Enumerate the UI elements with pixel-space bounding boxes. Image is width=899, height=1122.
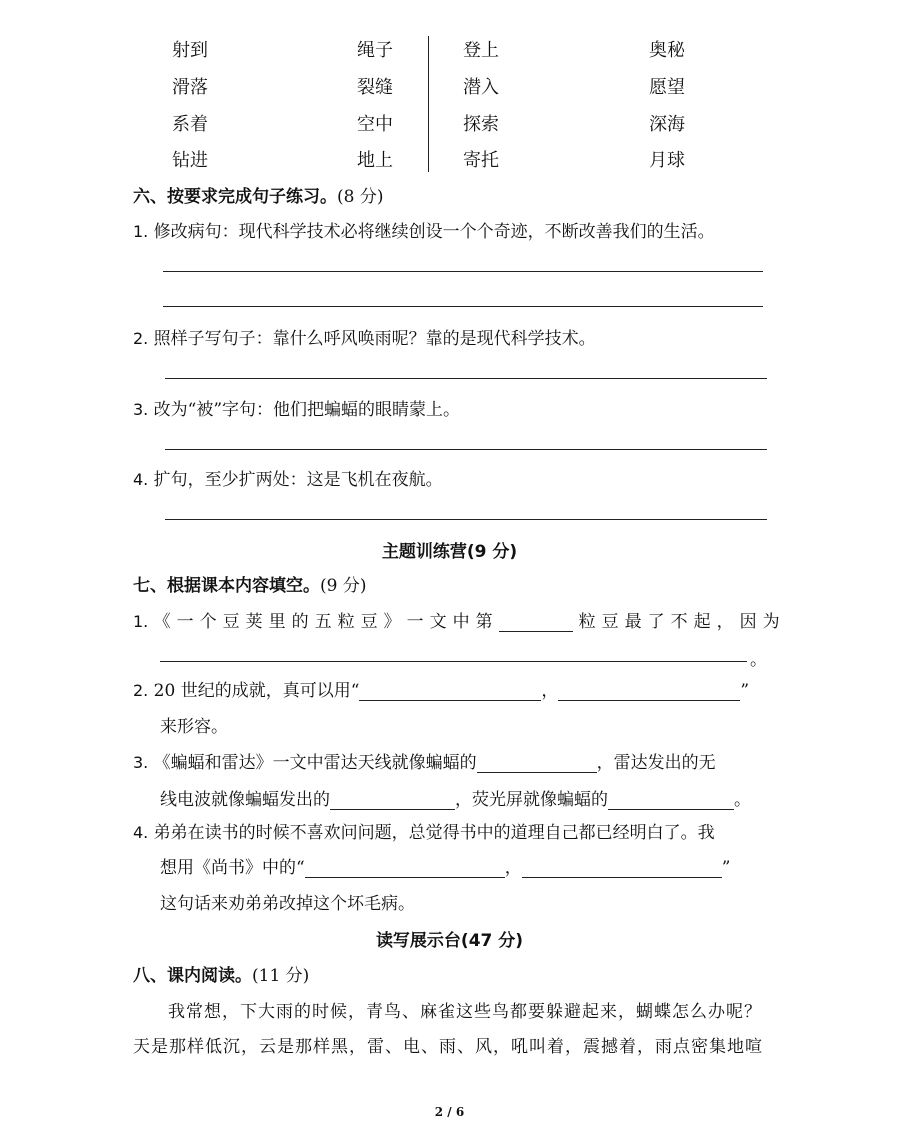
s7-q4-quote-end: ” bbox=[721, 858, 731, 878]
s7-q3-text-c: 线电波就像蝙蝠发出的 bbox=[160, 790, 330, 810]
s7-q4-text-b: 想用《尚书》中的“ bbox=[160, 858, 305, 878]
s7-q1-text-a: 《一个豆荚里的五粒豆》一文中第 bbox=[153, 612, 499, 632]
s7-q2-number: 2. bbox=[133, 681, 149, 700]
s7-q3-text-d: ，荧光屏就像蝙蝠的 bbox=[455, 790, 608, 810]
word-left-a-2: 滑落 bbox=[172, 77, 208, 98]
s7-q4-blank-2[interactable] bbox=[522, 859, 722, 878]
s7-q2-blank-2[interactable] bbox=[558, 682, 740, 701]
s7-q4-blank-1[interactable] bbox=[305, 859, 505, 878]
section-8-title: 八、课内阅读。 bbox=[133, 966, 252, 986]
s6-q1-text: 修改病句：现代科学技术必将继续创设一个个奇迹，不断改善我们的生活。 bbox=[153, 222, 715, 242]
s7-q3-number: 3. bbox=[133, 753, 149, 772]
s6-q2-answer-line[interactable] bbox=[165, 378, 767, 379]
s7-q4-text-c: 这句话来劝弟弟改掉这个坏毛病。 bbox=[160, 894, 415, 914]
s6-q3-answer-line[interactable] bbox=[165, 449, 767, 450]
word-right-a-2: 潜入 bbox=[463, 77, 499, 98]
word-right-b-1: 奥秘 bbox=[649, 40, 685, 61]
reading-paragraph-line-1: 我常想，下大雨的时候，青鸟、麻雀这些鸟都要躲避起来，蝴蝶怎么办呢？ bbox=[168, 1002, 762, 1022]
word-left-b-2: 裂缝 bbox=[357, 77, 393, 98]
s7-q1-blank-1[interactable] bbox=[499, 613, 573, 632]
word-left-b-3: 空中 bbox=[357, 114, 393, 135]
s7-q2-text-b: 来形容。 bbox=[160, 717, 228, 737]
s7-question-1 bbox=[133, 607, 786, 632]
s7-q3-text-a: 《蝙蝠和雷达》一文中雷达天线就像蝙蝠的 bbox=[153, 753, 477, 773]
word-right-a-3: 探索 bbox=[463, 114, 499, 135]
word-left-a-4: 钻进 bbox=[172, 150, 208, 171]
s7-q1-number: 1. bbox=[133, 612, 149, 631]
s6-q1-answer-line-2[interactable] bbox=[163, 306, 763, 307]
word-right-a-4: 寄托 bbox=[463, 150, 499, 171]
section-7-score: (9 分) bbox=[320, 576, 367, 596]
s7-q4-line-2 bbox=[160, 853, 730, 878]
word-left-b-4: 地上 bbox=[357, 150, 393, 171]
s7-q2-blank-1[interactable] bbox=[359, 682, 541, 701]
section-6-title: 六、按要求完成句子练习。 bbox=[133, 187, 337, 207]
s7-q1-blank-2[interactable] bbox=[160, 661, 747, 662]
section-7-heading bbox=[133, 571, 366, 596]
word-left-a-3: 系着 bbox=[172, 114, 208, 135]
theme-camp-title: 主题训练营(9 分) bbox=[381, 542, 518, 562]
section-8-heading bbox=[133, 961, 309, 986]
read-write-title: 读写展示台(47 分) bbox=[375, 931, 524, 951]
s6-q4-number: 4. bbox=[133, 470, 149, 489]
s7-question-3 bbox=[133, 748, 716, 773]
s7-q3-blank-2[interactable] bbox=[330, 791, 455, 810]
s7-q4-text-a: 弟弟在读书的时候不喜欢问问题，总觉得书中的道理自己都已经明白了。我 bbox=[153, 823, 715, 843]
s7-q2-comma: ， bbox=[541, 681, 559, 701]
section-6-heading bbox=[133, 182, 383, 207]
s7-q3-text-b: ，雷达发出的无 bbox=[596, 753, 716, 773]
s6-q3-number: 3. bbox=[133, 400, 149, 419]
s6-q2-number: 2. bbox=[133, 329, 149, 348]
s7-q4-number: 4. bbox=[133, 823, 149, 842]
s7-q2-text-a: 20 世纪的成就，真可以用“ bbox=[153, 681, 360, 701]
s7-q4-comma: ， bbox=[504, 858, 522, 878]
word-right-b-4: 月球 bbox=[649, 150, 685, 171]
column-divider bbox=[428, 36, 429, 172]
s6-question-4 bbox=[133, 465, 443, 490]
s6-q2-text: 照样子写句子：靠什么呼风唤雨呢？靠的是现代科学技术。 bbox=[153, 329, 596, 349]
s6-q4-answer-line[interactable] bbox=[165, 519, 767, 520]
s7-question-2 bbox=[133, 676, 749, 701]
s6-q4-text: 扩句，至少扩两处：这是飞机在夜航。 bbox=[153, 470, 443, 490]
word-right-a-1: 登上 bbox=[463, 40, 499, 61]
s6-q1-number: 1. bbox=[133, 222, 149, 241]
word-left-a-1: 射到 bbox=[172, 40, 208, 61]
s7-q3-end: 。 bbox=[734, 790, 751, 810]
page-number: 2 / 6 bbox=[434, 1105, 465, 1119]
word-right-b-3: 深海 bbox=[649, 114, 685, 135]
section-8-score: (11 分) bbox=[252, 966, 310, 986]
s6-question-1 bbox=[133, 217, 715, 242]
s6-question-3 bbox=[133, 395, 460, 420]
s6-q1-answer-line-1[interactable] bbox=[163, 271, 763, 272]
s7-q1-end: 。 bbox=[750, 650, 767, 670]
s7-q2-quote-end: ” bbox=[740, 681, 750, 701]
s6-q3-text: 改为“被”字句：他们把蝙蝠的眼睛蒙上。 bbox=[153, 400, 461, 420]
s7-q3-blank-3[interactable] bbox=[608, 791, 734, 810]
s7-question-4 bbox=[133, 818, 715, 843]
s7-q1-text-b: 粒豆最了不起，因为 bbox=[578, 612, 786, 632]
section-6-score: (8 分) bbox=[337, 187, 384, 207]
s7-q3-line-2 bbox=[160, 785, 751, 810]
s6-question-2 bbox=[133, 324, 596, 349]
word-right-b-2: 愿望 bbox=[649, 77, 685, 98]
section-7-title: 七、根据课本内容填空。 bbox=[133, 576, 320, 596]
word-left-b-1: 绳子 bbox=[357, 40, 393, 61]
s7-q3-blank-1[interactable] bbox=[477, 754, 597, 773]
reading-paragraph-line-2: 天是那样低沉，云是那样黑，雷、电、雨、风，吼叫着，震撼着，雨点密集地喧 bbox=[133, 1037, 763, 1057]
